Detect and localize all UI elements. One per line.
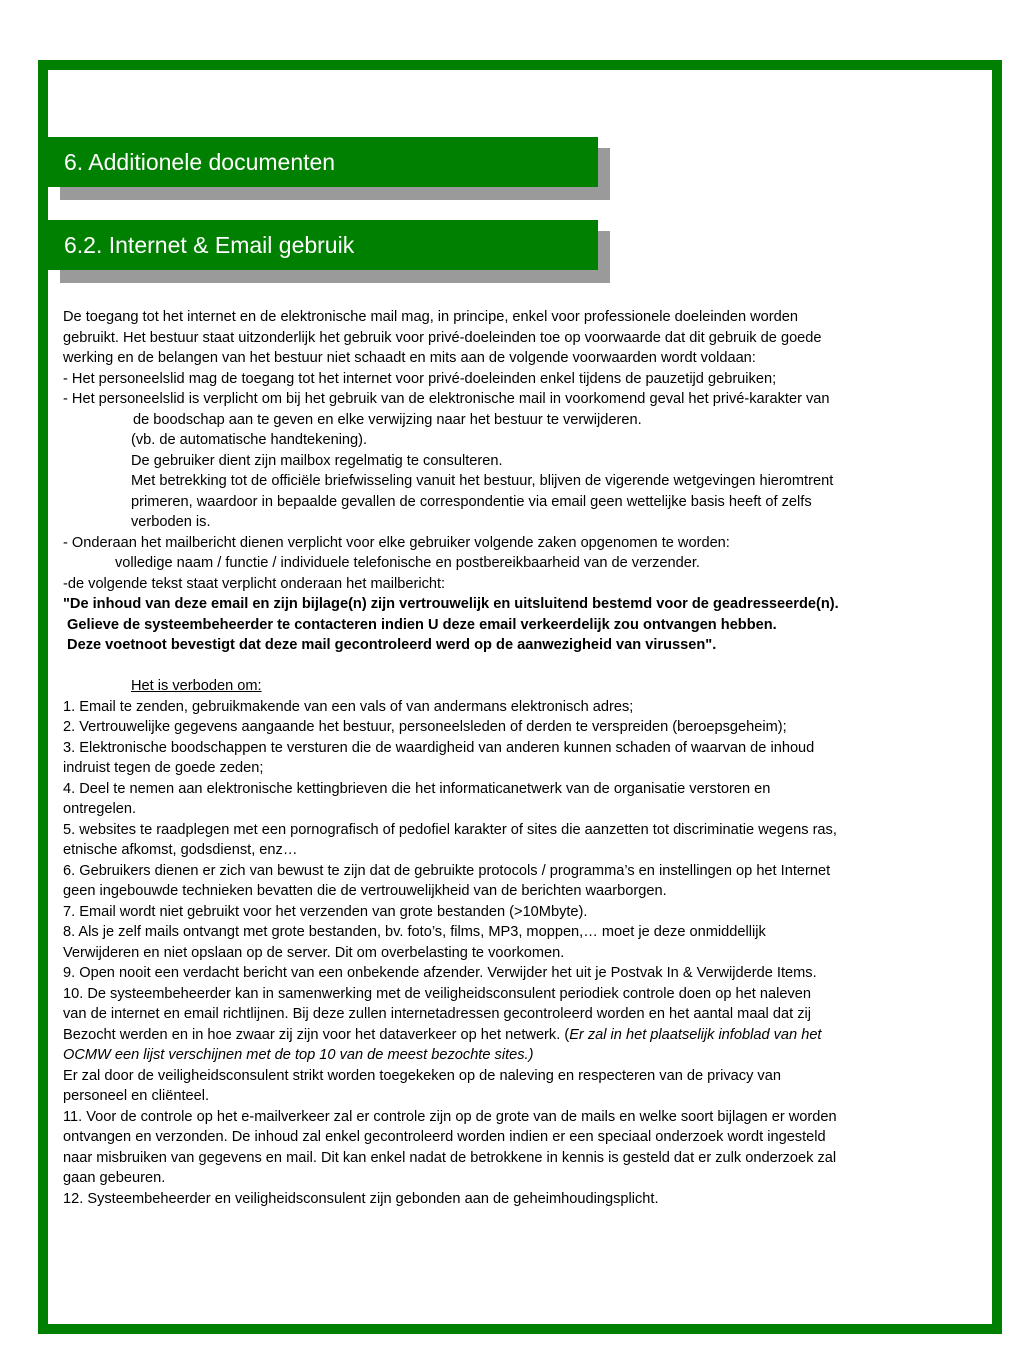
list-item: 4. Deel te nemen aan elektronische kettingbrieven die het informaticanetwerk van de organisatie verstoren en — [63, 780, 771, 797]
list-item: Verwijderen en niet opslaan op de server. Dit om overbelasting te voorkomen. — [63, 944, 565, 961]
blank-line — [63, 656, 975, 677]
list-item: etnische afkomst, godsdienst, enz… — [63, 842, 298, 858]
list-item: 10. De systeembeheerder kan in samenwerking met de veiligheidsconsulent periodiek controle doen op het naleven — [63, 985, 811, 1002]
indented-line: (vb. de automatische handtekening). — [131, 432, 368, 448]
italic-note: Er zal in het plaatselijk infoblad van het — [569, 1026, 822, 1043]
list-item: 6. Gebruikers dienen er zich van bewust te zijn dat de gebruikte protocols / programma’s en instellingen op het Internet — [63, 862, 831, 879]
indented-line: Met betrekking tot de officiële briefwisseling vanuit het bestuur, blijven de vigerende wetgevingen hieromtrent — [131, 473, 834, 489]
list-item: ontvangen en verzonden. De inhoud zal enkel gecontroleerd worden indien er een speciaal onderzoek wordt ingesteld — [63, 1129, 826, 1145]
list-item: 5. websites te raadplegen met een pornografisch of pedofiel karakter of sites die aanzetten tot discriminatie wegens ras, — [63, 821, 837, 838]
text-line: De toegang tot het internet en de elektronische mail mag, in principe, enkel voor professionele doeleinden worden — [63, 309, 799, 325]
indented-line: volledige naam / functie / individuele telefonische en postbereikbaarheid van de verzender. — [115, 555, 700, 571]
list-item — [63, 1025, 975, 1046]
indented-line: primeren, waardoor in bepaalde gevallen de correspondentie via email geen wettelijke basis heeft of zelfs — [131, 493, 812, 510]
list-item: 11. Voor de controle op het e-mailverkeer zal er controle zijn op de grote van de mails en welke soort bijlagen er worden — [63, 1108, 837, 1125]
disclaimer-line: "De inhoud van deze email en zijn bijlage(n) zijn vertrouwelijk en uitsluitend bestemd voor de geadresseerde(n). — [63, 596, 839, 612]
list-item: geen ingebouwde technieken bevatten die de vertrouwelijkheid van de berichten waarborgen. — [63, 883, 667, 899]
text-line: gebruikt. Het bestuur staat uitzonderlijk het gebruik voor privé-doeleinden toe op voorwaarde dat dit gebruik de goede — [63, 329, 822, 346]
list-item: 9. Open nooit een verdacht bericht van een onbekende afzender. Verwijder het uit je Postvak In & Verwijderde Items. — [63, 965, 817, 981]
list-item: 8. Als je zelf mails ontvangt met grote bestanden, bv. foto’s, films, MP3, moppen,… moet je deze onmiddellijk — [63, 924, 766, 940]
list-item: gaan gebeuren. — [63, 1170, 166, 1186]
list-item: 2. Vertrouwelijke gegevens aangaande het bestuur, personeelsleden of derden te verspreiden (beroepsgeheim); — [63, 719, 787, 735]
list-item-text: Bezocht werden en in hoe zwaar zij zijn voor het dataverkeer op het netwerk. ( — [63, 1026, 570, 1043]
disclaimer-line: Deze voetnoot bevestigt dat deze mail gecontroleerd werd op de aanwezigheid van virussen". — [63, 637, 717, 653]
text-line: - Het personeelslid is verplicht om bij het gebruik van de elektronische mail in voorkomend geval het privé-karakter van — [63, 391, 830, 407]
list-item: personeel en cliënteel. — [63, 1088, 210, 1104]
text-line: - Onderaan het mailbericht dienen verplicht voor elke gebruiker volgende zaken opgenomen te worden: — [63, 534, 730, 551]
list-item: Er zal door de veiligheidsconsulent strikt worden toegekeken op de naleving en respecteren van de privacy van — [63, 1067, 781, 1084]
list-item: 12. Systeembeheerder en veiligheidsconsulent zijn gebonden aan de geheimhoudingsplicht. — [63, 1190, 659, 1207]
prohibited-heading — [63, 676, 975, 697]
list-item: indruist tegen de goede zeden; — [63, 760, 264, 776]
section-heading-1: 6. Additionele documenten — [48, 137, 598, 187]
list-item: 1. Email te zenden, gebruikmakende van een vals of van andermans elektronisch adres; — [63, 698, 634, 715]
disclaimer-line: Gelieve de systeembeheerder te contacteren indien U deze email verkeerdelijk zou ontvangen hebben. — [63, 616, 777, 633]
indented-line: De gebruiker dient zijn mailbox regelmatig te consulteren. — [131, 452, 503, 469]
section-heading-2: 6.2. Internet & Email gebruik — [48, 220, 598, 270]
list-item — [63, 1045, 975, 1066]
text-line: -de volgende tekst staat verplicht onderaan het mailbericht: — [63, 575, 446, 592]
indented-line: de boodschap aan te geven en elke verwijzing naar het bestuur te verwijderen. — [133, 411, 642, 428]
list-item: 3. Elektronische boodschappen te versturen die de waardigheid van anderen kunnen schaden of waarvan de inhoud — [63, 739, 815, 756]
prohibited-heading-text: Het is verboden om: — [131, 678, 262, 694]
italic-note: OCMW een lijst verschijnen met de top 10 van de meest bezochte sites.) — [63, 1047, 534, 1063]
list-item: ontregelen. — [63, 801, 137, 817]
list-item: naar misbruiken van gegevens en mail. Dit kan enkel nadat de betrokkene in kennis is gesteld dat er zulk onderzoek zal — [63, 1149, 837, 1166]
indented-line: verboden is. — [131, 514, 211, 530]
list-item: 7. Email wordt niet gebruikt voor het verzenden van grote bestanden (>10Mbyte). — [63, 903, 588, 920]
text-line: werking en de belangen van het bestuur niet schaadt en mits aan de volgende voorwaarden wordt voldaan: — [63, 350, 756, 366]
list-item: van de internet en email richtlijnen. Bij deze zullen internetadressen gecontroleerd worden en het aantal maal dat zij — [63, 1006, 811, 1022]
text-line: - Het personeelslid mag de toegang tot het internet voor privé-doeleinden enkel tijdens de pauzetijd gebruiken; — [63, 370, 777, 387]
document-body — [63, 307, 975, 1209]
